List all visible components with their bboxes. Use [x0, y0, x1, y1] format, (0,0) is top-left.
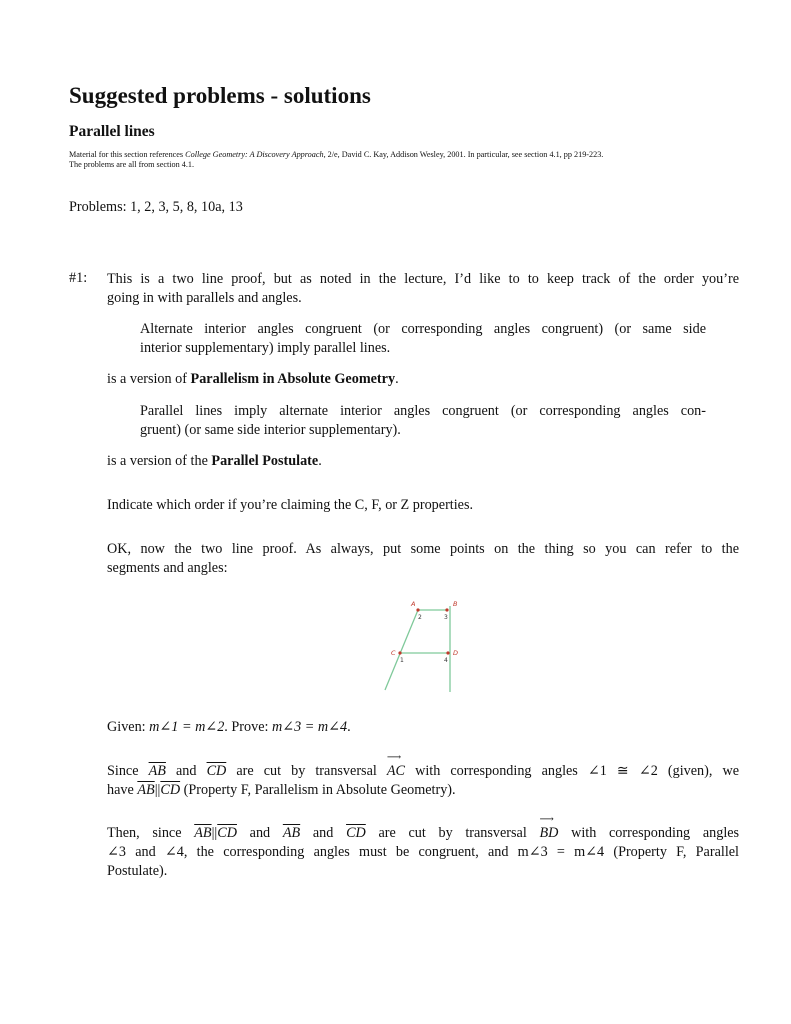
angle-label-2: 2: [418, 614, 422, 621]
ray-ac-notation: [386, 752, 406, 781]
version2-text: is a version of the: [107, 453, 212, 469]
prove-label: . Prove:: [224, 719, 272, 735]
then-line-1: [107, 814, 740, 843]
parallel-cd: $\overline{CD}$: [217, 825, 237, 841]
corresponding-phrase: with corresponding angles ∠1 ≅ ∠2 (given), we: [415, 763, 740, 779]
label-c: C: [391, 649, 396, 657]
label-d: D: [453, 649, 459, 657]
angle-label-1: 1: [400, 657, 404, 664]
point-a: [416, 608, 419, 611]
label-b: B: [453, 600, 458, 608]
version1-theorem: Parallelism in Absolute Geometry: [190, 371, 396, 387]
parallel-cd: $\overline{CD}$: [160, 782, 181, 798]
and-word: and: [176, 763, 197, 779]
quote1-line-2: interior supplementary) imply parallel lines.: [140, 340, 391, 356]
given-line: [107, 718, 351, 737]
segment-ab-notation: $\overline{AB}$: [282, 825, 301, 841]
version2-period: .: [318, 453, 322, 469]
then-since-phrase: Then, since: [107, 825, 182, 841]
angle-label-4: 4: [444, 657, 448, 664]
reference-text: Material for this section references: [69, 150, 186, 159]
quote2-line-2: gruent) (or same side interior supplementary).: [140, 422, 401, 438]
version2-line: [107, 452, 322, 471]
since-conclusion: (Property F, Parallelism in Absolute Geometry).: [180, 782, 456, 798]
parallel-symbol: ||: [211, 825, 218, 841]
version2-theorem: Parallel Postulate: [211, 453, 319, 469]
ray-bd-text: BD: [539, 825, 559, 841]
since-line-2: [107, 781, 456, 800]
corresponding-phrase: with corresponding angles: [571, 825, 740, 841]
then-parallel: [194, 825, 237, 841]
prove-expression: m∠3 = m∠4: [271, 719, 348, 735]
parallel-lines-diagram: [380, 596, 470, 696]
since-word: Since: [107, 763, 139, 779]
given-expression: m∠1 = m∠2: [149, 719, 225, 735]
page-title: Suggested problems - solutions: [69, 83, 371, 108]
reference-book-title: College Geometry: A Discovery Approach: [185, 150, 324, 159]
reference-text-rest: , 2/e, David C. Kay, Addison Wesley, 2001. In particular, see section 4.1, pp 219-223.: [323, 150, 604, 159]
reference-note-line-2: The problems are all from section 4.1.: [69, 160, 195, 169]
ok-line-1: OK, now the two line proof. As always, put some points on the thing so you can refer to the: [107, 541, 739, 557]
given-label: Given:: [107, 719, 150, 735]
problem-label: #1:: [69, 270, 88, 286]
ray-bd-notation: [539, 814, 559, 843]
section-heading: Parallel lines: [69, 123, 155, 140]
segment-cd-notation: $\overline{CD}$: [346, 825, 366, 841]
ray-arrow-icon: ⟶: [386, 752, 402, 763]
parallel-ab: $\overline{AB}$: [194, 825, 212, 841]
transversal-phrase: are cut by transversal: [378, 825, 527, 841]
and-word: and: [249, 825, 271, 841]
parallel-symbol: ||: [154, 782, 161, 798]
intro-line-1: This is a two line proof, but as noted in the lecture, I’d like to to keep track of the order you’re: [107, 271, 739, 287]
ok-line-2: segments and angles:: [107, 560, 228, 576]
quote2-line-1: Parallel lines imply alternate interior angles congruent (or corresponding angles con-: [140, 403, 706, 419]
have-word: have: [107, 782, 138, 798]
label-a: A: [411, 600, 416, 608]
transversal-ac: [385, 610, 418, 690]
point-b: [445, 608, 448, 611]
angle-label-3: 3: [444, 614, 448, 621]
then-line-2: ∠3 and ∠4, the corresponding angles must be congruent, and m∠3 = m∠4 (Property F, Parallel: [107, 844, 739, 860]
segment-cd-notation: $\overline{CD}$: [206, 763, 227, 779]
indicate-line: Indicate which order if you’re claiming the C, F, or Z properties.: [107, 497, 474, 513]
intro-line-2: going in with parallels and angles.: [107, 290, 302, 306]
and-word: and: [312, 825, 334, 841]
problems-list: Problems: 1, 2, 3, 5, 8, 10a, 13: [69, 199, 243, 215]
quote1-line-1: Alternate interior angles congruent (or corresponding angles congruent) (or same side: [140, 321, 706, 337]
segment-ab-notation: $\overline{AB}$: [148, 763, 166, 779]
given-period: .: [347, 719, 351, 735]
point-d: [446, 651, 449, 654]
parallel-ab: $\overline{AB}$: [137, 782, 155, 798]
ray-ac-text: AC: [386, 763, 406, 779]
version1-text: is a version of: [107, 371, 191, 387]
ray-arrow-icon: ⟶: [539, 814, 554, 825]
transversal-phrase: are cut by transversal: [236, 763, 377, 779]
version1-period: .: [395, 371, 399, 387]
then-line-3: Postulate).: [107, 863, 168, 879]
since-line-1: [107, 752, 740, 781]
version1-line: [107, 370, 399, 389]
point-c: [398, 651, 401, 654]
reference-note-line-1: [69, 150, 603, 160]
